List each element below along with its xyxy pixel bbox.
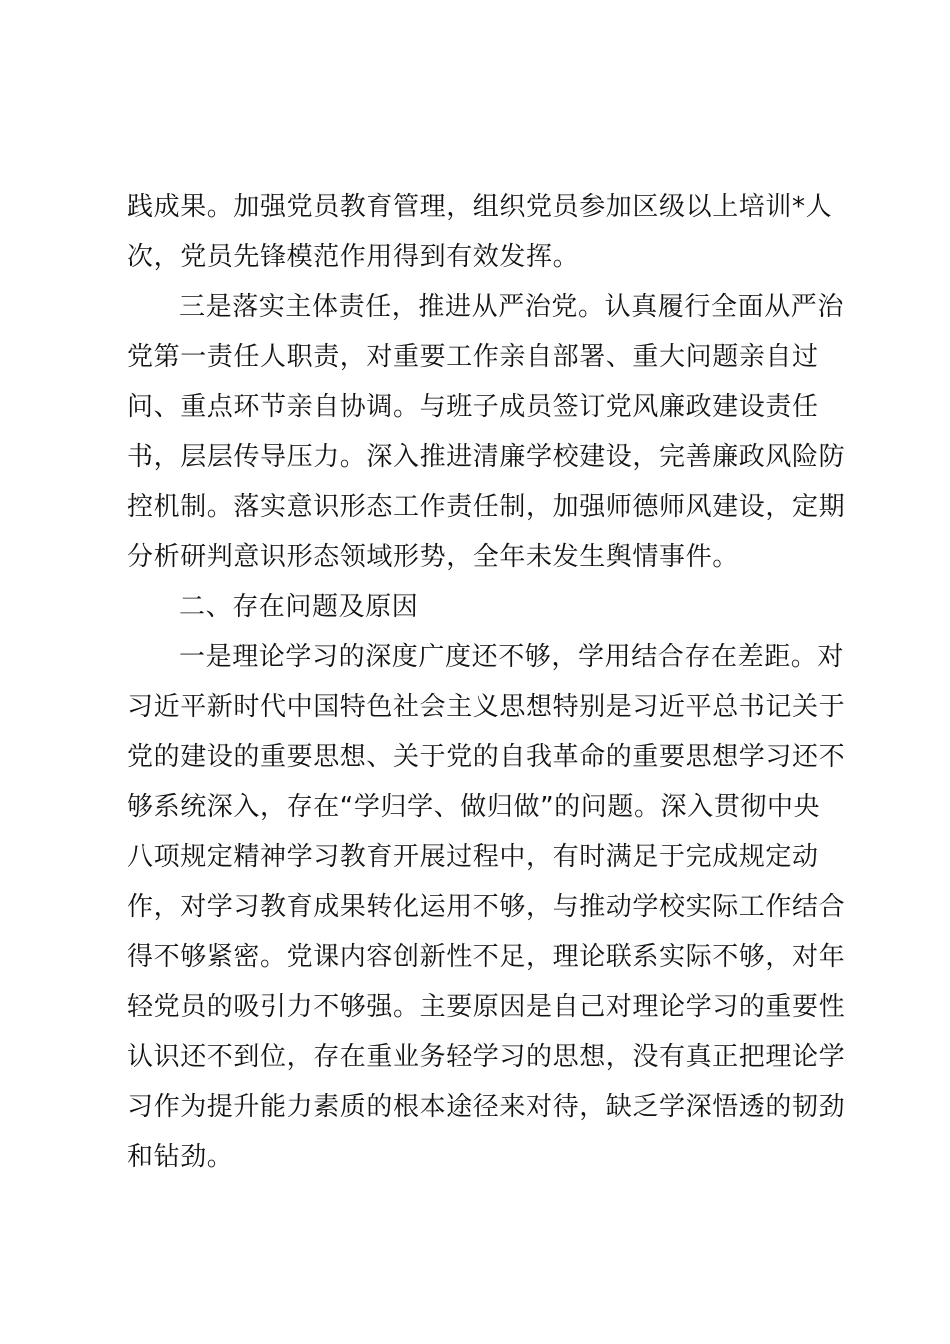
paragraph-heading-line: 三是落实主体责任，推进从严治党。认真履行全面从严治 [179, 292, 845, 322]
text-line: 得不够紧密。党课内容创新性不足，理论联系实际不够，对年 [127, 942, 846, 972]
paragraph-heading-line: 一是理论学习的深度广度还不够，学用结合存在差距。对 [179, 642, 845, 672]
text-line: 习近平新时代中国特色社会主义思想特别是习近平总书记关于 [127, 692, 846, 722]
text-line: 够系统深入，存在“学归学、做归做”的问题。深入贯彻中央 [127, 792, 821, 822]
text-line: 问、重点环节亲自协调。与班子成员签订党风廉政建设责任 [127, 392, 819, 422]
text-line: 次，党员先锋模范作用得到有效发挥。 [127, 242, 580, 272]
text-line: 书，层层传导压力。深入推进清廉学校建设，完善廉政风险防 [127, 442, 846, 472]
text-line: 作，对学习教育成果转化运用不够，与推动学校实际工作结合 [127, 892, 846, 922]
text-line: 习作为提升能力素质的根本途径来对待，缺乏学深悟透的韧劲 [127, 1092, 846, 1122]
text-line: 践成果。加强党员教育管理，组织党员参加区级以上培训*人 [127, 192, 833, 222]
text-line: 轻党员的吸引力不够强。主要原因是自己对理论学习的重要性 [127, 992, 846, 1022]
text-line: 控机制。落实意识形态工作责任制，加强师德师风建设，定期 [127, 492, 846, 522]
text-line: 分析研判意识形态领域形势，全年未发生舆情事件。 [127, 542, 739, 572]
text-line: 认识还不到位，存在重业务轻学习的思想，没有真正把理论学 [127, 1042, 846, 1072]
document-page [127, 182, 846, 1182]
text-line: 和钻劲。 [127, 1142, 234, 1172]
text-line: 八项规定精神学习教育开展过程中，有时满足于完成规定动 [127, 842, 819, 872]
section-heading: 二、存在问题及原因 [179, 592, 419, 622]
text-line: 党第一责任人职责，对重要工作亲自部署、重大问题亲自过 [127, 342, 819, 372]
text-line: 党的建设的重要思想、关于党的自我革命的重要思想学习还不 [127, 742, 846, 772]
